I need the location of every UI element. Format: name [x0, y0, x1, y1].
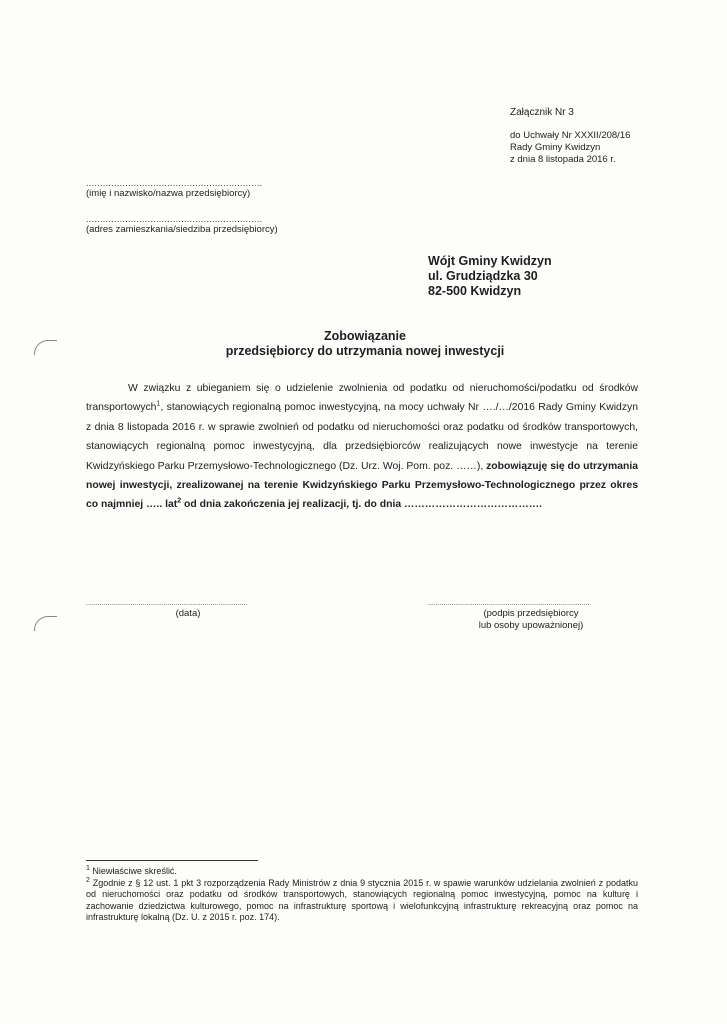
- footnote-separator: [86, 860, 258, 861]
- applicant-address-label: (adres zamieszkania/siedziba przedsiębiorcy): [86, 224, 278, 235]
- footnote-1-text: Niewłaściwe skreślić.: [92, 866, 177, 876]
- signature-dots: ...................................................................................: [428, 600, 590, 607]
- footnote-2-text: Zgodnie z § 12 ust. 1 pkt 3 rozporządzenia Rady Ministrów z dnia 9 stycznia 2015 r. w spawie warunków udzielania zwolnień z podatku od nieruchomości oraz podatku od środków transportowych, stanowiących regionalną pomoc inwestycyjną, pomoc na kulturę i zachowanie dziedzictwa kulturowego, pomoc na infrastrukturę sportową i wielofunkcyjną infrastrukturę rekreacyjną oraz pomoc na infrastrukturę lokalną (Dz. U. z 2015 r. poz. 174).: [86, 877, 638, 922]
- applicant-name-label: (imię i nazwisko/nazwa przedsiębiorcy): [86, 188, 251, 199]
- title-line1: Zobowiązanie: [324, 329, 406, 343]
- signature-label-line2: lub osoby upoważnionej): [478, 620, 584, 631]
- council-ref: Rady Gminy Kwidzyn: [510, 142, 601, 153]
- date-label: (data): [175, 608, 201, 619]
- resolution-date: z dnia 8 listopada 2016 r.: [510, 154, 616, 165]
- recipient-city: 82-500 Kwidzyn: [428, 284, 522, 298]
- title-line2: przedsiębiorcy do utrzymania nowej inwestycji: [225, 344, 505, 358]
- applicant-address-field: [86, 214, 296, 235]
- document-title: [150, 329, 580, 359]
- footnote-1: [86, 866, 638, 878]
- footnote-ref-1: 1: [156, 400, 161, 408]
- applicant-address-dots: ...............................................................: [86, 214, 263, 224]
- date-field: [86, 600, 290, 619]
- punch-hole-mark-top: [34, 340, 57, 355]
- attachment-number: Załącznik Nr 3: [510, 107, 574, 118]
- footnote-2: [86, 878, 638, 924]
- body-commitment-bold-1: zobowiązuję się do utrzymania nowej inwestycji, zrealizowanej na terenie Kwidzyńskiego Parku Przemysłowo-Technologicznego przez okres co najmniej ….. lat: [86, 460, 638, 511]
- recipient-name: Wójt Gminy Kwidzyn: [428, 254, 552, 268]
- punch-hole-mark-bottom: [34, 616, 57, 631]
- commitment-body: [86, 379, 638, 515]
- recipient-address: [428, 254, 688, 299]
- body-text-1: W związku z ubieganiem się o udzielenie zwolnienia od podatku od nieruchomości/podatku od środków transportowych: [86, 383, 638, 414]
- attachment-reference: [510, 107, 710, 166]
- footnotes: [86, 866, 638, 924]
- date-dots: ...................................................................................: [86, 600, 248, 607]
- applicant-name-field: [86, 178, 296, 199]
- applicant-name-dots: ...............................................................: [86, 178, 263, 188]
- signature-field: [428, 600, 634, 632]
- body-commitment-bold-2: od dnia zakończenia jej realizacji, tj. do dnia ………………………………….: [181, 499, 542, 511]
- footnote-1-number: 1: [86, 865, 90, 872]
- footnote-ref-2: 2: [177, 497, 182, 505]
- resolution-ref: do Uchwały Nr XXXII/208/16: [510, 130, 631, 141]
- footnote-2-number: 2: [86, 876, 90, 884]
- recipient-street: ul. Grudziądzka 30: [428, 269, 538, 283]
- body-text-2: , stanowiących regionalną pomoc inwestycyjną, na mocy uchwały Nr …./…/2016 Rady Gminy Kwidzyn z dnia 8 listopada 2016 r. w sprawie zwolnień od podatku od nieruchomości oraz podatku od środków transportowych, stanowiących regionalną pomoc inwestycyjną, dla przedsiębiorców realizujących nowe inwestycje na terenie Kwidzyńskiego Parku Przemysłowo-Technologicznego (Dz. Urz. Woj. Pom. poz. ……),: [86, 402, 638, 472]
- signature-label-line1: (podpis przedsiębiorcy: [483, 608, 579, 619]
